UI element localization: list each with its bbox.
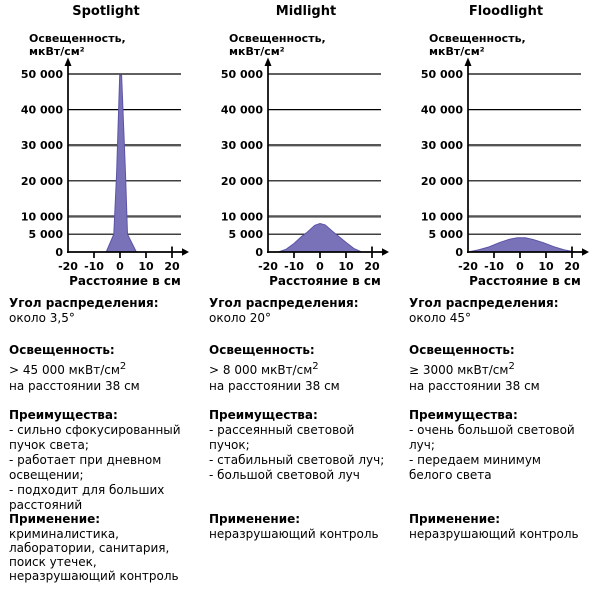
y-tick-label: 50 000 (220, 68, 263, 81)
y-axis-label-line1: Освещенность, (429, 32, 526, 45)
x-tick-label: -20 (458, 260, 478, 273)
y-tick-label: 10 000 (220, 210, 263, 224)
advantages-list (409, 423, 588, 483)
y-axis-label (429, 32, 526, 58)
application-list (9, 527, 188, 583)
advantages-section (9, 408, 188, 513)
y-axis-arrow-icon (65, 58, 72, 67)
advantages-section (209, 408, 388, 483)
application-section (209, 512, 388, 541)
x-axis-label: Расстояние в см (69, 274, 181, 288)
beam-distribution-chart-floodlight (400, 56, 600, 290)
x-tick-label: 10 (138, 260, 154, 273)
advantages-heading: Преимущества: (9, 408, 118, 422)
textblock-midlight (209, 296, 388, 591)
y-tick-label: 5 000 (428, 228, 463, 242)
illuminance-value-text: > 45 000 мкВт/см (9, 363, 120, 377)
advantages-heading: Преимущества: (409, 408, 518, 422)
y-tick-label: 10 000 (20, 210, 63, 224)
x-tick-label: 20 (364, 260, 380, 273)
x-axis-arrow-icon (182, 248, 189, 256)
beam-distribution-area (468, 238, 576, 252)
y-axis-label (229, 32, 326, 58)
advantages-heading: Преимущества: (209, 408, 318, 422)
angle-heading: Угол распределения: (9, 296, 159, 310)
beam-distribution-chart-midlight (200, 56, 400, 290)
y-tick-label: 5 000 (228, 228, 263, 242)
x-tick-label: -10 (284, 260, 304, 273)
illuminance-distance: на расстоянии 38 см (9, 379, 140, 393)
angle-value: около 20° (209, 311, 272, 325)
advantage-item: - сильно сфокусированный пучок света; (9, 423, 181, 452)
illuminance-heading: Освещенность: (9, 343, 115, 357)
illuminance-value (209, 358, 388, 379)
beam-distribution-area (278, 224, 361, 253)
x-tick-label: 0 (116, 260, 124, 273)
illuminance-value-text: > 8 000 мкВт/см (209, 363, 313, 377)
illuminance-value (9, 358, 188, 379)
illuminance-heading: Освещенность: (409, 343, 515, 357)
angle-section (209, 296, 388, 326)
application-heading: Применение: (409, 512, 501, 526)
application-heading: Применение: (9, 512, 101, 526)
beam-distribution-chart-spotlight (0, 56, 200, 290)
y-axis-label-line2: мкВт/см² (429, 45, 485, 58)
application-list (209, 527, 388, 541)
angle-value: около 3,5° (9, 311, 75, 325)
application-section (9, 512, 188, 583)
application-line: неразрушающий контроль (9, 569, 179, 583)
advantage-item: - стабильный световой луч; (209, 453, 385, 467)
advantages-section (409, 408, 588, 483)
y-axis-arrow-icon (265, 58, 272, 67)
x-tick-label: 20 (164, 260, 180, 273)
y-tick-label: 10 000 (420, 210, 463, 224)
angle-heading: Угол распределения: (209, 296, 359, 310)
angle-section (409, 296, 588, 326)
angle-heading: Угол распределения: (409, 296, 559, 310)
x-axis-arrow-icon (382, 248, 389, 256)
illuminance-superscript: 2 (312, 361, 319, 372)
y-tick-label: 40 000 (220, 103, 263, 117)
application-line: поиск утечек, (9, 555, 97, 569)
x-axis-label: Расстояние в см (269, 274, 381, 288)
chart-title-floodlight: Floodlight (468, 4, 544, 19)
angle-section (9, 296, 188, 326)
textblock-floodlight (409, 296, 588, 591)
application-line: неразрушающий контроль (409, 527, 579, 541)
illuminance-superscript: 2 (119, 361, 127, 372)
column-midlight (200, 0, 400, 591)
advantage-item: - большой световой луч (209, 468, 360, 482)
illuminance-heading: Освещенность: (209, 343, 315, 357)
illuminance-distance: на расстоянии 38 см (409, 379, 540, 393)
advantage-item: - передаем минимум белого света (409, 453, 541, 482)
x-tick-label: -10 (484, 260, 504, 273)
x-tick-label: -10 (84, 260, 104, 273)
illuminance-section (209, 343, 388, 393)
y-tick-label: 20 000 (220, 174, 263, 188)
application-line: криминалистика, (9, 527, 119, 541)
x-tick-label: -20 (58, 260, 78, 273)
illuminance-section (9, 343, 188, 393)
illuminance-section (409, 343, 588, 393)
x-axis-arrow-icon (582, 248, 589, 256)
x-tick-label: 10 (338, 260, 354, 273)
y-tick-label: 0 (455, 246, 463, 259)
y-tick-label: 20 000 (420, 174, 463, 188)
x-tick-label: 10 (538, 260, 554, 273)
y-tick-label: 30 000 (220, 139, 263, 153)
advantage-item: - подходит для больших расстояний (9, 483, 165, 512)
application-list (409, 527, 588, 541)
application-section (409, 512, 588, 541)
illuminance-distance: на расстоянии 38 см (209, 379, 340, 393)
advantage-item: - рассеянный световой пучок; (209, 423, 355, 452)
x-axis-label: Расстояние в см (469, 274, 581, 288)
illuminance-value-text: ≥ 3000 мкВт/см (409, 363, 509, 377)
application-line: лаборатории, санитария, (9, 541, 170, 555)
angle-value: около 45° (409, 311, 472, 325)
application-heading: Применение: (209, 512, 301, 526)
y-tick-label: 0 (255, 246, 263, 259)
y-tick-label: 40 000 (20, 103, 63, 117)
column-floodlight (400, 0, 600, 591)
y-axis-arrow-icon (465, 58, 472, 67)
y-tick-label: 20 000 (20, 174, 63, 188)
advantage-item: - очень большой световой луч; (409, 423, 575, 452)
x-tick-label: 20 (564, 260, 580, 273)
advantages-list (209, 423, 388, 483)
application-line: неразрушающий контроль (209, 527, 379, 541)
illuminance-superscript: 2 (508, 361, 515, 372)
y-axis-label-line2: мкВт/см² (229, 45, 285, 58)
x-tick-label: -20 (258, 260, 278, 273)
y-axis-label-line1: Освещенность, (229, 32, 326, 45)
advantages-list (9, 423, 188, 513)
advantage-item: - работает при дневном освещении; (9, 453, 162, 482)
beam-distribution-area (106, 75, 136, 252)
y-tick-label: 30 000 (20, 139, 63, 153)
x-tick-label: 0 (316, 260, 324, 273)
x-tick-label: 0 (516, 260, 524, 273)
y-tick-label: 0 (55, 246, 63, 259)
illuminance-value (409, 358, 588, 379)
chart-title-midlight: Midlight (275, 4, 337, 19)
y-axis-label (29, 32, 126, 58)
y-tick-label: 30 000 (420, 139, 463, 153)
y-tick-label: 40 000 (420, 103, 463, 117)
y-tick-label: 50 000 (420, 68, 463, 81)
column-spotlight (0, 0, 200, 591)
y-tick-label: 50 000 (20, 68, 63, 81)
y-tick-label: 5 000 (28, 228, 63, 242)
textblock-spotlight (9, 296, 188, 591)
y-axis-label-line1: Освещенность, (29, 32, 126, 45)
chart-title-spotlight: Spotlight (72, 4, 140, 19)
y-axis-label-line2: мкВт/см² (29, 45, 85, 58)
